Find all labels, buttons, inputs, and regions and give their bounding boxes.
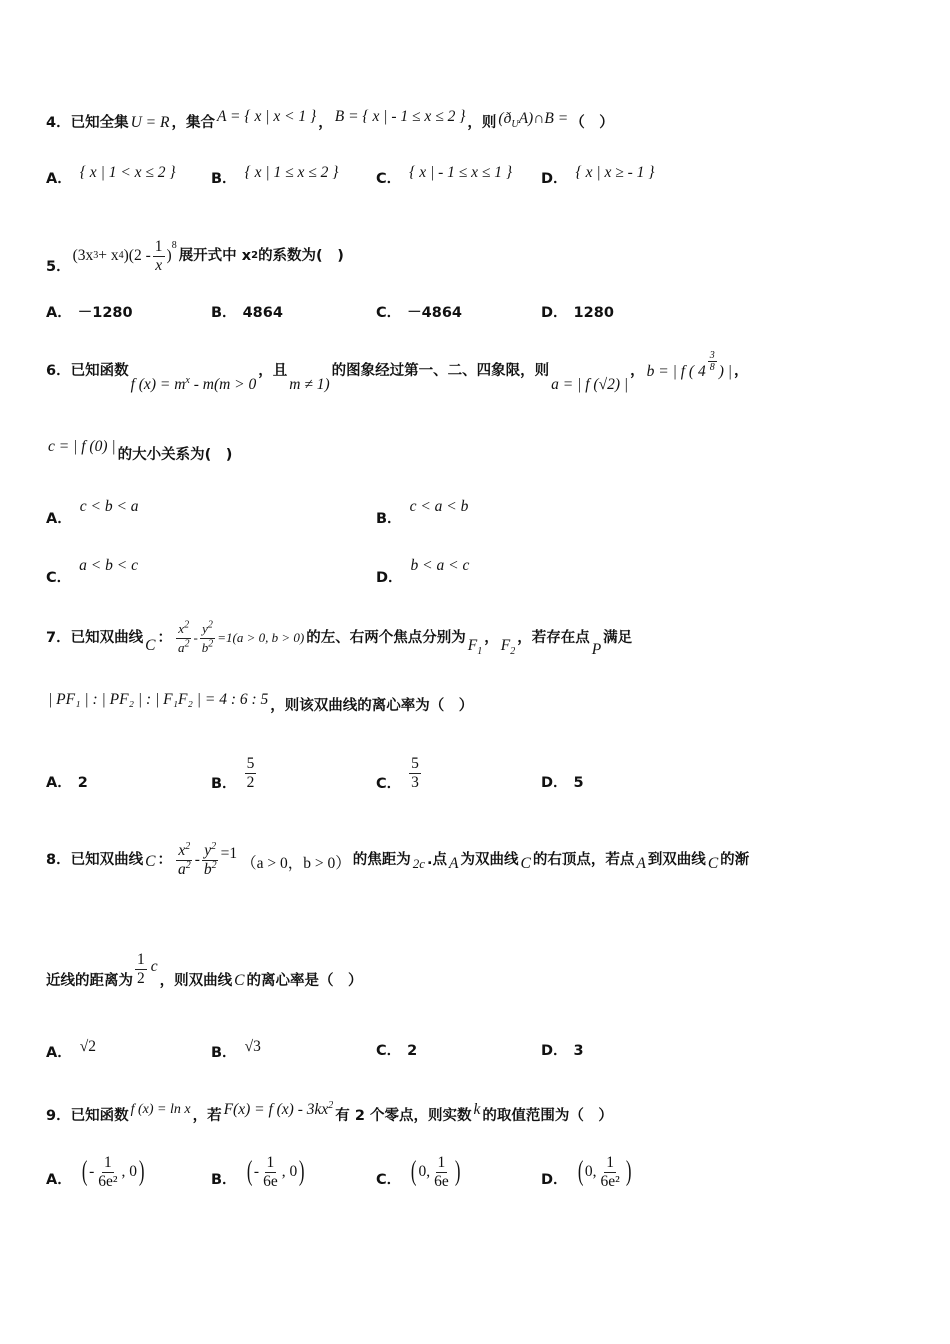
q9-number-text: 9．已知函数 (46, 1108, 129, 1124)
q8-line2b: ，则双曲线 (159, 973, 233, 989)
option-pre: - (253, 1163, 260, 1180)
option-pre: 0, (418, 1163, 431, 1180)
option-value (409, 1154, 462, 1191)
q4-option-a[interactable] (46, 164, 178, 190)
open-paren: ( (411, 1156, 417, 1187)
option-value: { x | x ≥ - 1 } (575, 164, 655, 181)
q9-sep: ，若 (192, 1108, 222, 1124)
option-num: 1 (606, 1153, 615, 1171)
q4-option-b[interactable] (211, 164, 341, 190)
q7-x: x (178, 620, 185, 636)
option-post: , 0 (121, 1163, 138, 1180)
option-label: B． (211, 776, 237, 792)
q5-expression: (3x 3 + x 4 )(2 - $\frac{1}{x}$ ) 8 (72, 237, 177, 274)
option-label: C． (376, 776, 402, 792)
q7-number-text: 7．已知双曲线 (46, 630, 144, 646)
option-label: B． (376, 511, 402, 527)
q5-frac-num: 1 (154, 237, 163, 255)
q5-frac-den: x (155, 256, 163, 274)
q7-f1-sub: 1 (477, 646, 483, 658)
q5-tail2: 的系数为( ) (258, 248, 344, 264)
q4-expr-part1: (ð (498, 110, 512, 127)
option-label: D． (541, 775, 568, 791)
q7-desc: 的左、右两个焦点分别为 (306, 630, 466, 646)
q7-b: b (201, 639, 209, 655)
q5-expr-d: ) (166, 247, 172, 264)
option-value (576, 1154, 634, 1191)
q6-option-d[interactable] (376, 557, 471, 586)
q4-then: ，则 (467, 115, 497, 131)
option-den: 6e² (98, 1172, 118, 1190)
q7-option-d[interactable] (541, 772, 584, 794)
q9-k: k (473, 1101, 481, 1118)
option-value (245, 1154, 307, 1191)
q7-rest: =1(a > 0, b > 0) (217, 630, 305, 645)
q8-point-a-2: A (636, 855, 646, 872)
q8-option-b[interactable] (211, 1036, 263, 1061)
q6-b2: ) | (718, 362, 733, 380)
q7-frac-y: $\frac{y^2}{b^2}$ (201, 619, 214, 655)
q4-option-c[interactable] (376, 164, 514, 190)
question-8-stem (46, 836, 749, 884)
q7-f2: F (500, 637, 511, 654)
option-pre: 0, (584, 1163, 597, 1180)
option-label: C． (376, 1043, 402, 1059)
q7-option-b[interactable] (211, 750, 258, 796)
q7-desc2: ，若存在点 (517, 630, 590, 646)
q6-comma: ， (630, 363, 645, 379)
q4-sep: ，集合 (171, 115, 215, 131)
question-6-stem-line2 (46, 436, 232, 466)
q4-expr-sub: U (511, 119, 519, 131)
option-label: A． (46, 305, 72, 321)
q5-option-c[interactable] (376, 302, 462, 324)
close-paren: ) (625, 1156, 632, 1187)
q6-b-den: 8 (709, 362, 715, 373)
option-label: A． (46, 511, 72, 527)
q5-number-text: 5． (46, 259, 71, 275)
q4-comma: ， (318, 115, 333, 131)
option-num: 1 (266, 1153, 275, 1171)
option-label: B． (211, 1172, 237, 1188)
q8-half-fraction (135, 951, 147, 988)
q5-option-d[interactable] (541, 302, 614, 324)
q7-point-p: P (591, 641, 602, 658)
q8-desc: 的焦距为 (352, 852, 411, 868)
option-value: －4864 (407, 305, 463, 321)
q9-option-a[interactable] (46, 1148, 148, 1196)
open-paren: ( (81, 1156, 88, 1187)
option-label: C． (46, 570, 72, 586)
q8-frac-x: $\frac{x^2}{a^2}$ (177, 840, 191, 878)
option-label: A． (46, 775, 72, 791)
q6-function (131, 374, 257, 396)
option-num: 5 (246, 754, 255, 772)
q5-expr-b: + x (98, 247, 119, 264)
q5-option-a[interactable] (46, 302, 133, 324)
option-value: { x | - 1 ≤ x ≤ 1 } (409, 164, 513, 181)
q7-desc3: 满足 (603, 630, 633, 646)
q8-rest: =1 (220, 845, 238, 862)
close-paren: ) (454, 1156, 461, 1187)
option-num: 1 (437, 1153, 446, 1171)
option-value: a < b < c (79, 557, 138, 574)
q8-c: c (150, 958, 158, 975)
q7-option-b-fraction (245, 755, 257, 792)
q8-line2: 近线的距离为 (46, 973, 133, 989)
q4-expr-part2: A)∩B = (518, 110, 569, 127)
q9-F-sup: 2 (328, 1099, 334, 1111)
option-value (80, 1154, 147, 1191)
option-value: 1280 (573, 305, 614, 321)
option-value: { x | 1 < x ≤ 2 } (79, 164, 176, 181)
q7-ratio-tail: ，则该双曲线的离心率为（ ） (270, 698, 474, 714)
option-value: 4864 (242, 305, 283, 321)
option-label: D． (541, 305, 568, 321)
option-value: b < a < c (410, 557, 470, 574)
q6-comma2: ， (734, 363, 749, 379)
q6-f2: - m(m > 0 (189, 376, 257, 393)
q9-desc2: 的取值范围为（ ） (482, 1108, 613, 1124)
q8-desc3: 为双曲线 (460, 852, 519, 868)
q7-frac-x: $\frac{x^2}{a^2}$ (177, 619, 190, 655)
q4-set-b: B = { x | - 1 ≤ x ≤ 2 } (334, 108, 466, 125)
option-value: 2 (77, 775, 88, 791)
option-label: C． (376, 305, 402, 321)
q6-option-a[interactable] (46, 498, 141, 527)
question-7-stem-line2 (46, 692, 473, 720)
open-paren: ( (246, 1156, 253, 1187)
q6-option-c[interactable] (46, 557, 140, 586)
q7-f2-sub: 2 (510, 646, 516, 658)
q8-option-d[interactable] (541, 1040, 584, 1062)
q7-hyperbola-eq: $\frac{x^2}{a^2}$ - $\frac{y^2}{b^2}$ =1(a > 0, b > 0) (177, 619, 305, 655)
option-value: 3 (573, 1043, 584, 1059)
question-9-stem (46, 1094, 613, 1126)
option-label: C． (376, 171, 402, 187)
q6-a-def: a = | f (√2) | (551, 376, 629, 393)
q4-complement-expr (498, 108, 568, 130)
q5-tail: 展开式中 x (178, 248, 252, 264)
q5-fraction (153, 238, 165, 275)
q8-desc6: 的渐 (720, 852, 750, 868)
q9-option-d[interactable] (541, 1148, 635, 1196)
q8-half-num: 1 (137, 950, 145, 968)
q4-universal-set: U = R (130, 114, 170, 131)
q4-option-d[interactable] (541, 164, 657, 190)
q4-set-a: A = { x | x < 1 } (216, 108, 317, 125)
q8-point-a: A (449, 855, 459, 872)
q7-comma: ， (484, 630, 499, 646)
q7-y: y (202, 620, 208, 636)
q5-option-b[interactable] (211, 302, 283, 324)
question-8-stem-line2 (46, 944, 362, 994)
q8-number-text: 8．已知双曲线 (46, 852, 144, 868)
option-value: √3 (244, 1038, 261, 1055)
q8-hyperbola-eq: $\frac{x^2}{a^2}$ - $\frac{y^2}{b^2}$ =1 (177, 840, 238, 878)
q8-frac-y: $\frac{y^2}{b^2}$ (203, 840, 217, 878)
option-post: , 0 (281, 1163, 298, 1180)
q6-option-b[interactable] (376, 498, 470, 527)
q9-F: F(x) = f (x) - 3kx (223, 1101, 329, 1118)
option-value: √2 (79, 1038, 96, 1055)
q6-b-def (646, 350, 733, 383)
q6-and: ，且 (258, 363, 288, 379)
option-label: A． (46, 171, 72, 187)
option-label: D． (376, 570, 403, 586)
option-label: C． (376, 1172, 402, 1188)
q4-answer-paren: （ ） (570, 115, 614, 131)
q6-f-sup: x (185, 374, 190, 386)
q9-function: f (x) = ln x (130, 1102, 191, 1117)
q5-expr-c: )(2 - (123, 247, 151, 264)
q6-c-tail: 的大小关系为( ) (117, 447, 233, 463)
q8-line2c: 的离心率是（ ） (246, 973, 363, 989)
q8-cond: （a > 0，b > 0） (241, 855, 351, 872)
q8-2c: 2c (412, 856, 426, 871)
option-den: 6e² (600, 1172, 620, 1190)
q8-curve-name-4: C (234, 972, 245, 989)
q6-desc: 的图象经过第一、二、四象限，则 (331, 363, 550, 379)
q8-option-c[interactable] (376, 1040, 417, 1062)
question-7-stem (46, 616, 632, 660)
q4-number-text: 4．已知全集 (46, 115, 129, 131)
q7-ratio: | PF₁ | : | PF₂ | : | F₁F₂ | = 4 : 6 : 5 (48, 691, 269, 708)
option-num: 1 (104, 1153, 112, 1171)
option-value: { x | 1 ≤ x ≤ 2 } (244, 164, 339, 181)
option-label: A． (46, 1045, 72, 1061)
q8-desc4: 的右顶点，若点 (532, 852, 635, 868)
q6-b-num: 3 (709, 350, 715, 361)
open-paren: ( (577, 1156, 584, 1187)
q7-a: a (177, 639, 185, 655)
option-label: B． (211, 171, 237, 187)
q6-b-exponent (708, 350, 717, 373)
q8-desc5: 到双曲线 (647, 852, 706, 868)
question-6-stem (46, 350, 749, 396)
q6-c-def: c = | f (0) | (48, 438, 116, 455)
option-label: D． (541, 171, 568, 187)
option-den: 3 (411, 773, 419, 791)
close-paren: ) (299, 1156, 305, 1187)
q6-b: b = | f ( 4 (646, 362, 706, 380)
q7-option-a[interactable] (46, 772, 88, 794)
option-value: c < a < b (409, 498, 469, 515)
q9-option-b[interactable] (211, 1148, 309, 1196)
option-den: 2 (246, 773, 255, 791)
q7-f1: F (467, 637, 478, 654)
option-num: 5 (411, 754, 419, 772)
question-4-stem (46, 108, 614, 134)
q9-desc: 有 2 个零点，则实数 (335, 1108, 472, 1124)
q8-curve-name: C (145, 853, 156, 870)
option-value: 5 (573, 775, 584, 791)
option-value: －1280 (77, 305, 133, 321)
option-value: c < b < a (79, 498, 139, 515)
q8-desc2: .点 (427, 852, 448, 868)
option-label: A． (46, 1172, 72, 1188)
option-label: D． (541, 1172, 568, 1188)
q9-option-c[interactable] (376, 1148, 464, 1196)
q8-half-den: 2 (137, 969, 145, 987)
q7-colon: ： (157, 630, 172, 646)
q7-curve-name: C (145, 637, 156, 654)
q8-curve-name-3: C (707, 855, 719, 872)
option-label: B． (211, 305, 237, 321)
option-den: 6e (434, 1172, 449, 1190)
q6-cond: m ≠ 1) (289, 376, 330, 393)
option-label: B． (211, 1045, 237, 1061)
q7-option-c[interactable] (376, 750, 423, 796)
close-paren: ) (138, 1156, 145, 1187)
option-pre: - (89, 1163, 95, 1180)
q8-curve-name-2: C (520, 855, 531, 872)
q7-option-c-fraction (409, 755, 421, 792)
q6-number-text: 6．已知函数 (46, 363, 129, 379)
option-value: 2 (407, 1043, 418, 1059)
question-5-stem: 5． (3x 3 + x 4 )(2 - $\frac{1}{x}$ ) 8 展开式中 x 2 的系数为( ) (46, 234, 344, 278)
option-label: D． (541, 1043, 568, 1059)
q6-f: f (x) = m (130, 376, 186, 393)
q8-option-a[interactable] (46, 1036, 98, 1061)
q5-expr-a: (3x (72, 247, 94, 264)
option-den: 6e (263, 1172, 278, 1190)
q8-colon: ： (157, 852, 172, 868)
